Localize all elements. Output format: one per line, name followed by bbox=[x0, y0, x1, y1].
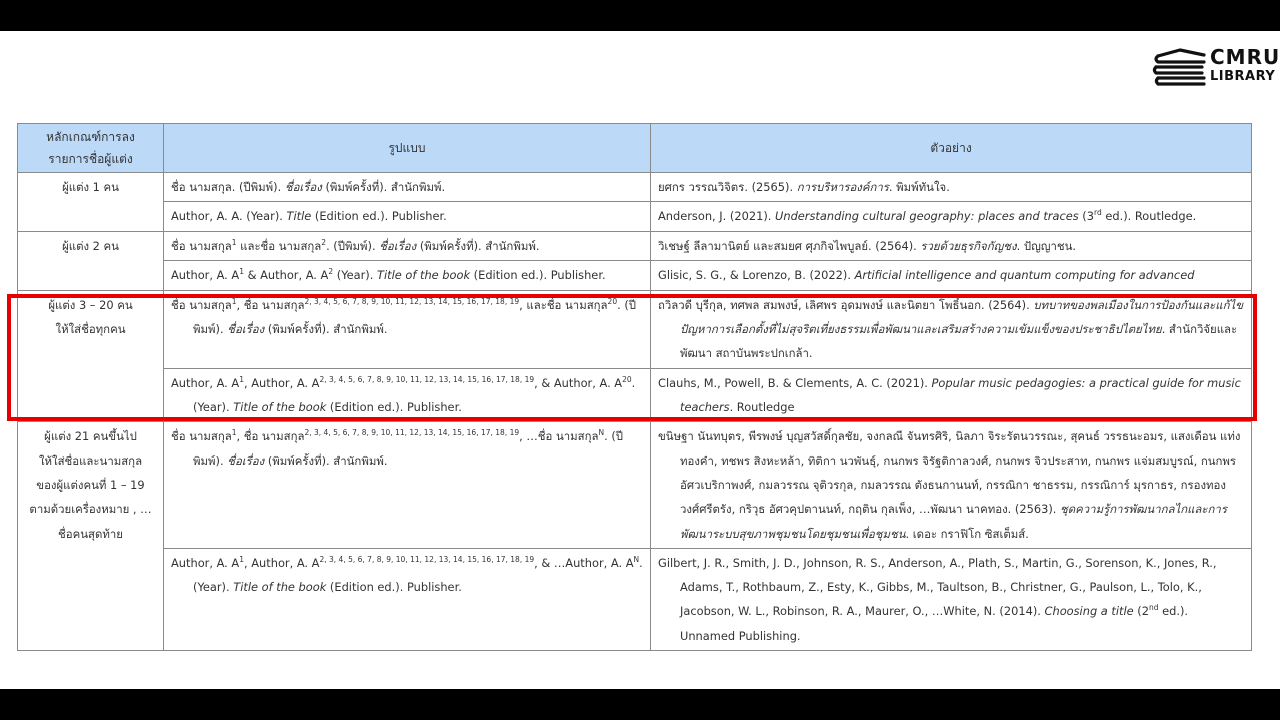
table-row bbox=[18, 422, 1252, 548]
reference-format-table bbox=[17, 123, 1252, 651]
criteria-line: ให้ใส่ชื่อทุกคน bbox=[55, 322, 126, 337]
header-format: รูปแบบ bbox=[164, 124, 651, 173]
slide bbox=[0, 31, 1280, 689]
table-row bbox=[18, 231, 1252, 260]
letterbox-top bbox=[0, 0, 1280, 31]
format-cell-en: Author, A. $A^1$, Author, A. A$^{2, 3, 4, 5, 6, 7, 8, 9, 10, 11, 12, 13, 14, 15, 16, 17, 18, 19}$, & Author, A. $A^{20}$. (Year). Title of the book (Edition ed.). Publisher. bbox=[164, 368, 651, 422]
format-cell-th: ชื่อ นามสกุล$^1$ และชื่อ นามสกุล$^2$. (ปีพิมพ์). ชื่อเรื่อง (พิมพ์ครั้งที่). สำนักพิมพ์. bbox=[164, 231, 651, 260]
example-cell-en: Gilbert, J. R., Smith, J. D., Johnson, R. S., Anderson, A., Plath, S., Martin, G., Sorenson, K., Jones, R., Adams, T., Rothbaum, Z., Esty, K., Gibbs, M., Taultson, B., Christner, G., Paulson, L., Tolo, K., Jacobson, W. L., Robinson, R. A., Maurer, O., …White, N. (2014). Choosing a title (2nd ed.). Unnamed Publishing. bbox=[651, 548, 1252, 650]
criteria-line: ตามด้วยเครื่องหมาย , … bbox=[29, 502, 152, 517]
table-header-row bbox=[18, 124, 1252, 173]
criteria-cell bbox=[18, 290, 164, 421]
header-example: ตัวอย่าง bbox=[651, 124, 1252, 173]
table-row bbox=[18, 290, 1252, 368]
criteria-line: ผู้แต่ง 21 คนขึ้นไป bbox=[44, 429, 137, 444]
criteria-cell: ผู้แต่ง 2 คน bbox=[18, 231, 164, 290]
table-row bbox=[18, 173, 1252, 202]
table-row bbox=[18, 368, 1252, 422]
table-row bbox=[18, 260, 1252, 290]
cmru-library-logo bbox=[1152, 45, 1280, 92]
format-cell-th: ชื่อ นามสกุล$^1$, ชื่อ นามสกุล$^{2, 3, 4, 5, 6, 7, 8, 9, 10, 11, 12, 13, 14, 15, 16, 17, 18, 19}$, และชื่อ นามสกุล$^{20}$. (ปีพิมพ์). ชื่อเรื่อง (พิมพ์ครั้งที่). สำนักพิมพ์. bbox=[164, 290, 651, 368]
table-row bbox=[18, 202, 1252, 231]
format-cell-th: ชื่อ นามสกุล$^1$, ชื่อ นามสกุล$^{2, 3, 4, 5, 6, 7, 8, 9, 10, 11, 12, 13, 14, 15, 16, 17, 18, 19}$, …ชื่อ นามสกุล$^N$. (ปีพิมพ์). ชื่อเรื่อง (พิมพ์ครั้งที่). สำนักพิมพ์. bbox=[164, 422, 651, 548]
format-cell-en: Author, A. $A^1$, Author, A. A$^{2, 3, 4, 5, 6, 7, 8, 9, 10, 11, 12, 13, 14, 15, 16, 17, 18, 19}$, & …Author, A. $A^N$. (Year). Title of the book (Edition ed.). Publisher. bbox=[164, 548, 651, 650]
logo-title: CMRU bbox=[1210, 45, 1280, 69]
criteria-cell: ผู้แต่ง 1 คน bbox=[18, 173, 164, 232]
example-cell-en: Anderson, J. (2021). Understanding cultural geography: places and traces (3rd ed.). Routledge. bbox=[651, 202, 1252, 231]
format-cell-en: Author, A. A. (Year). Title (Edition ed.). Publisher. bbox=[164, 202, 651, 231]
example-cell-en: Clauhs, M., Powell, B. & Clements, A. C. (2021). Popular music pedagogies: a practical guide for music teachers. Routledge bbox=[651, 368, 1252, 422]
letterbox-bottom bbox=[0, 689, 1280, 720]
example-cell-en: Glisic, S. G., & Lorenzo, B. (2022). Artificial intelligence and quantum computing for advanced bbox=[651, 260, 1252, 290]
header-criteria: หลักเกณฑ์การลงรายการชื่อผู้แต่ง bbox=[18, 124, 164, 173]
table-row bbox=[18, 548, 1252, 650]
format-cell-en: Author, A. $A^1$ & Author, A. $A^2$ (Year). Title of the book (Edition ed.). Publisher. bbox=[164, 260, 651, 290]
criteria-line: ผู้แต่ง 3 – 20 คน bbox=[48, 297, 133, 312]
book-stack-icon bbox=[1152, 48, 1208, 88]
example-cell-th: ขนิษฐา นันทบุตร, พีรพงษ์ บุญสวัสดิ์กุลชัย, จงกลณี จันทรศิริ, นิลภา จิระรัตนวรรณะ, สุคนธ์ วรรธนะอมร, แสงเดือน แท่งทองคำ, ทชพร สิงหะหล้า, ทิติกา นวพันธุ์, กนกพร จิรัฐติกาลวงศ์, กนกพร จิวประสาท, กนกพร แจ่มสมบูรณ์, กนกพร อัศวเบริกาพงศ์, กมลวรรณ จุติวรกุล, กมลวรรณ ตังธนกานนท์, กรรณิกา ชาธรรม, กรรณิการ์ มุรกาธร, กรองทอง วงศ์ศรีตรัง, กริวุธ อัศวคุปตานนท์, กฤติน กุลเพ็ง, …พัฒนา นาคทอง. (2563). ชุดความรู้การพัฒนากลไกและการพัฒนาระบบสุขภาพชุมชนโดยชุมชนเพื่อชุมชน. เดอะ กราฟิโก ซิสเต็มส์. bbox=[651, 422, 1252, 548]
criteria-line: ให้ใส่ชื่อและนามสกุล bbox=[38, 453, 143, 468]
example-cell-th: ยศกร วรรณวิจิตร. (2565). การบริหารองค์การ. พิมพ์ทันใจ. bbox=[651, 173, 1252, 202]
example-cell-th: ถวิลวดี บุรีกุล, ทศพล สมพงษ์, เลิศพร อุดมพงษ์ และนิตยา โพธิ์นอก. (2564). บทบาทของพลเมืองในการป้องกันและแก้ไขปัญหาการเลือกตั้งที่ไม่สุจริตเที่ยงธรรมเพื่อพัฒนาและเสริมสร้างความเข้มแข็งของประชาธิปไตยไทย. สำนักวิจัยและพัฒนา สถาบันพระปกเกล้า. bbox=[651, 290, 1252, 368]
criteria-line: ของผู้แต่งคนที่ 1 – 19 bbox=[36, 477, 145, 492]
format-cell-th: ชื่อ นามสกุล. (ปีพิมพ์). ชื่อเรื่อง (พิมพ์ครั้งที่). สำนักพิมพ์. bbox=[164, 173, 651, 202]
example-cell-th: วิเชษฐ์ ลีลามานิตย์ และสมยศ ศุภกิจไพบูลย์. (2564). รวยด้วยธุรกิจกัญชง. ปัญญาชน. bbox=[651, 231, 1252, 260]
criteria-cell bbox=[18, 422, 164, 651]
criteria-line: ชื่อคนสุดท้าย bbox=[58, 526, 123, 541]
logo-subtitle: LIBRARY bbox=[1210, 69, 1276, 84]
